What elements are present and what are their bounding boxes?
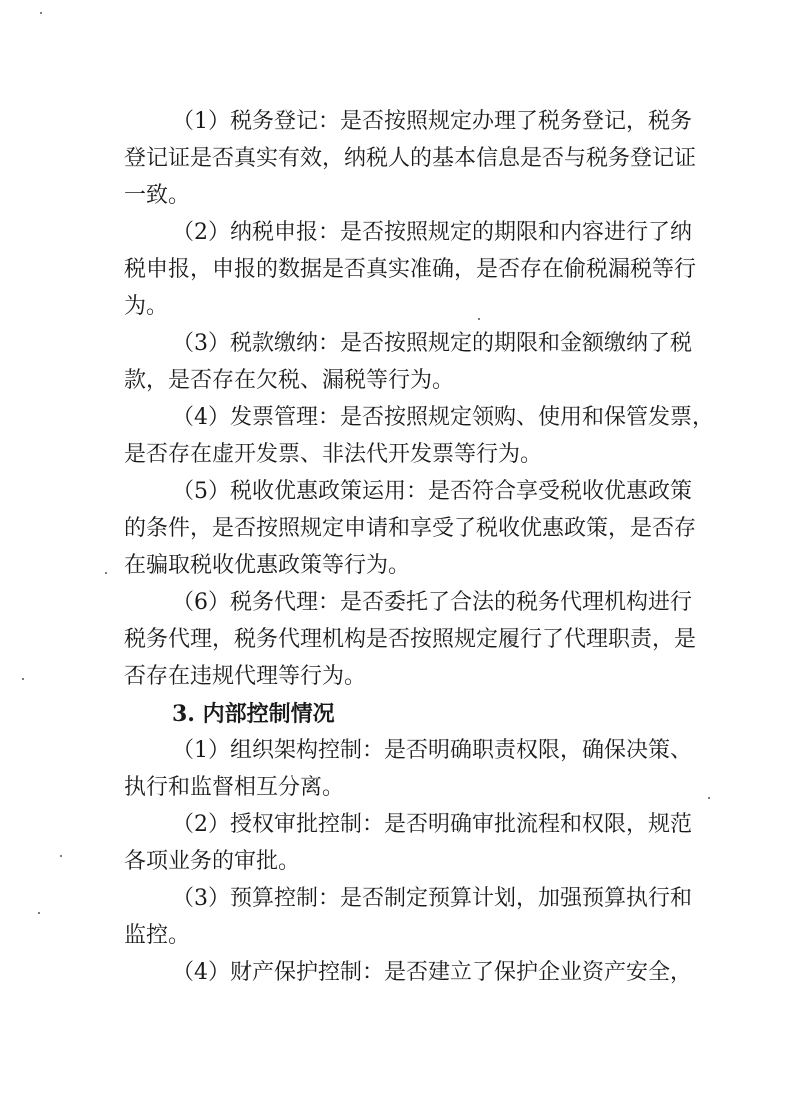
paragraph-budget-control-line-2: 监控。 [124,923,191,948]
scan-speck [40,12,42,14]
paragraph-org-structure-line-1: （1）组织架构控制：是否明确职责权限，确保决策、 [172,738,692,763]
paragraph-tax-agency-line-1: （6）税务代理：是否委托了合法的税务代理机构进行 [172,590,692,615]
paragraph-authorization-line-2: 各项业务的审批。 [124,849,301,874]
paragraph-invoice-management-line-2: 是否存在虚开发票、非法代开发票等行为。 [124,442,543,467]
paragraph-tax-registration-line-2: 登记证是否真实有效，纳税人的基本信息是否与税务登记证 [124,146,697,171]
paragraph-tax-filing-line-3: 为。 [124,294,169,319]
scan-speck [105,572,107,574]
paragraph-tax-agency-line-3: 否存在违规代理等行为。 [124,664,367,689]
paragraph-tax-registration-line-1: （1）税务登记：是否按照规定办理了税务登记，税务 [172,109,692,134]
paragraph-asset-protection-line-1: （4）财产保护控制：是否建立了保护企业资产安全， [172,960,692,985]
scan-speck [60,855,62,857]
paragraph-tax-incentive-line-1: （5）税收优惠政策运用：是否符合享受税收优惠政策 [172,479,692,504]
paragraph-tax-agency-line-2: 税务代理，税务代理机构是否按照规定履行了代理职责，是 [124,627,697,652]
paragraph-org-structure-line-2: 执行和监督相互分离。 [124,775,345,800]
scan-speck [708,797,710,799]
paragraph-tax-filing-line-2: 税申报，申报的数据是否真实准确，是否存在偷税漏税等行 [124,257,697,282]
paragraph-tax-filing-line-1: （2）纳税申报：是否按照规定的期限和内容进行了纳 [172,220,692,245]
paragraph-tax-incentive-line-2: 的条件，是否按照规定申请和享受了税收优惠政策，是否存 [124,516,697,541]
paragraph-tax-payment-line-1: （3）税款缴纳：是否按照规定的期限和金额缴纳了税 [172,331,692,356]
scan-speck [38,912,40,914]
paragraph-tax-registration-line-3: 一致。 [124,183,191,208]
paragraph-invoice-management-line-1: （4）发票管理：是否按照规定领购、使用和保管发票， [172,405,714,430]
section-heading-internal-control: 3. 内部控制情况 [172,701,335,727]
scan-speck [22,678,24,680]
paragraph-authorization-line-1: （2）授权审批控制：是否明确审批流程和权限，规范 [172,812,692,837]
paragraph-budget-control-line-1: （3）预算控制：是否制定预算计划，加强预算执行和 [172,886,692,911]
paragraph-tax-incentive-line-3: 在骗取税收优惠政策等行为。 [124,553,411,578]
scan-speck [478,318,480,320]
paragraph-tax-payment-line-2: 款，是否存在欠税、漏税等行为。 [124,368,455,393]
